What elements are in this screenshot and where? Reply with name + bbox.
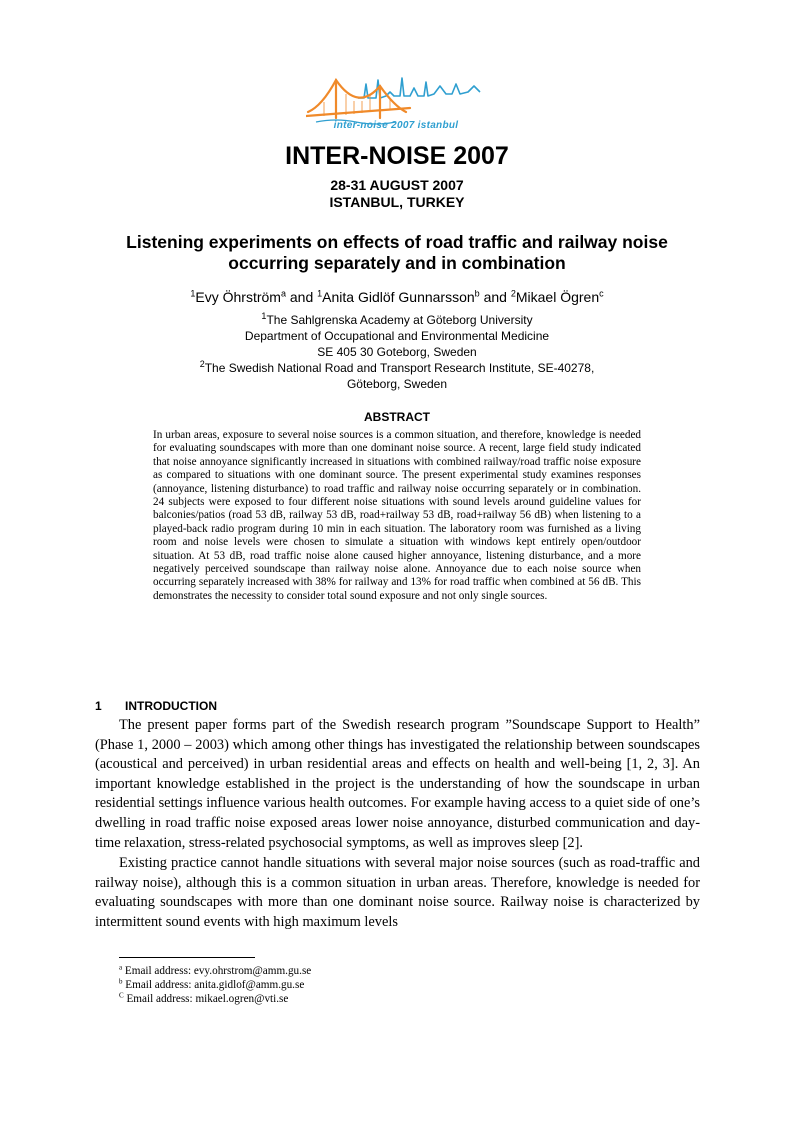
affiliation-2-text: The Swedish National Road and Transport Research Institute, SE-40278, [204, 361, 595, 375]
author-3-name: Mikael Ögren [515, 289, 600, 305]
abstract-text: In urban areas, exposure to several noise sources is a common situation, and therefore, knowledge is needed for evaluating soundscapes with more than one dominant noise source. A recent, large field study indicated that noise annoyance significantly increased in situations with combined railway/road traffic noise exposure as compared to situations with one dominant source. The present experimental study examines responses (annoyance, listening disturbance) to road traffic and railway noise occurring separately or in combination. 24 subjects were exposed to four different noise situations with sound levels around guideline values for balconies/patios (road 53 dB, railway 53 dB, road+railway 53 dB, road+railway 56 dB) when listening to a played-back radio program during 10 min in each situation. The laboratory room was furnished as a living room and noise levels were chosen to simulate a situation with windows kept entirely open/outdoor situation. At 53 dB, road traffic noise alone caused higher annoyance, listening disturbance, and a more negatively perceived soundscape than railway noise alone. Annoyance due to each noise source when occurring separately increased with 38% for railway and 13% for road traffic when combined at 56 dB. This demonstrates the necessity to consider total sound exposure and not only single sources. [153, 429, 641, 602]
author-separator: and [479, 289, 511, 305]
footnote-mark: C [119, 991, 124, 1000]
affiliation-1-text: The Sahlgrenska Academy at Göteborg University [266, 313, 533, 327]
author-2-footnote-mark: b [474, 288, 480, 299]
footnote-text: Email address: mikael.ogren@vti.se [126, 993, 289, 1005]
footnote-mark: a [119, 963, 123, 972]
footnote-divider [119, 957, 255, 958]
footnote-3 [119, 992, 288, 1006]
conference-date: 28-31 AUGUST 2007 [330, 177, 464, 193]
footnote-mark: b [119, 977, 123, 986]
author-1-footnote-mark: a [280, 288, 286, 299]
abstract-heading: ABSTRACT [364, 410, 430, 424]
affiliation-2-line-2: Göteborg, Sweden [346, 377, 448, 391]
author-1-name: Evy Öhrström [195, 289, 281, 305]
footnote-2 [119, 978, 304, 992]
author-1-affil-mark: 1 [190, 288, 196, 299]
footnote-text: Email address: anita.gidlof@amm.gu.se [125, 979, 305, 991]
paragraph-text: The present paper forms part of the Swedish research program ”Soundscape Support to Health” (Phase 1, 2000 – 2003) which among other things has investigated the relationship between soundscapes (acoustical and perceived) in urban residential areas and effects on health and well-being [1, 2, 3]. An important knowledge established in the project is the understanding of how the soundscape in urban residential settings influence various health outcomes. For example having access to a quiet side of one’s dwelling in road traffic noise exposed areas lower noise annoyance, disturbed communication and day-time relaxation, stress-related psychosocial symptoms, as well as improves sleep [2]. [95, 717, 700, 851]
body-paragraph-2 [95, 854, 700, 932]
paper-title [0, 232, 794, 274]
author-3-footnote-mark: c [599, 288, 604, 299]
author-list [0, 289, 794, 306]
section-heading-introduction [95, 699, 217, 713]
affiliation-1-mark: 1 [261, 311, 267, 321]
affiliation-1-line-2: Department of Occupational and Environmental Medicine [244, 329, 550, 343]
author-2-affil-mark: 1 [317, 288, 323, 299]
paragraph-text: Existing practice cannot handle situations with several major noise sources (such as road-traffic and railway noise), although this is a common situation in urban areas. Therefore, knowledge is needed for evaluating soundscapes with more than one dominant noise source. Railway noise is characterized by intermittent sound events with high maximum levels [95, 855, 700, 930]
affiliation-1-line-1 [0, 312, 794, 328]
paper-title-line-2: occurring separately and in combination [228, 253, 566, 273]
section-number: 1 [95, 699, 102, 713]
footnote-1 [119, 964, 311, 978]
author-2-name: Anita Gidlöf Gunnarsson [322, 289, 475, 305]
bridge-icon [306, 80, 410, 118]
author-3-affil-mark: 2 [510, 288, 516, 299]
footnote-text: Email address: evy.ohrstrom@amm.gu.se [124, 965, 312, 977]
affiliation-2-line-1 [0, 360, 794, 376]
paper-title-line-1: Listening experiments on effects of road traffic and railway noise [126, 232, 668, 252]
conference-title: INTER-NOISE 2007 [285, 142, 509, 170]
affiliation-1-line-3: SE 405 30 Goteborg, Sweden [317, 345, 477, 359]
logo-caption: inter-noise 2007 istanbul [333, 120, 459, 131]
conference-place: ISTANBUL, TURKEY [329, 194, 465, 210]
skyline-outline [358, 78, 480, 98]
affiliation-2-mark: 2 [199, 359, 205, 369]
body-paragraph-1 [95, 716, 700, 853]
author-separator: and [285, 289, 318, 305]
section-title: INTRODUCTION [125, 699, 217, 713]
